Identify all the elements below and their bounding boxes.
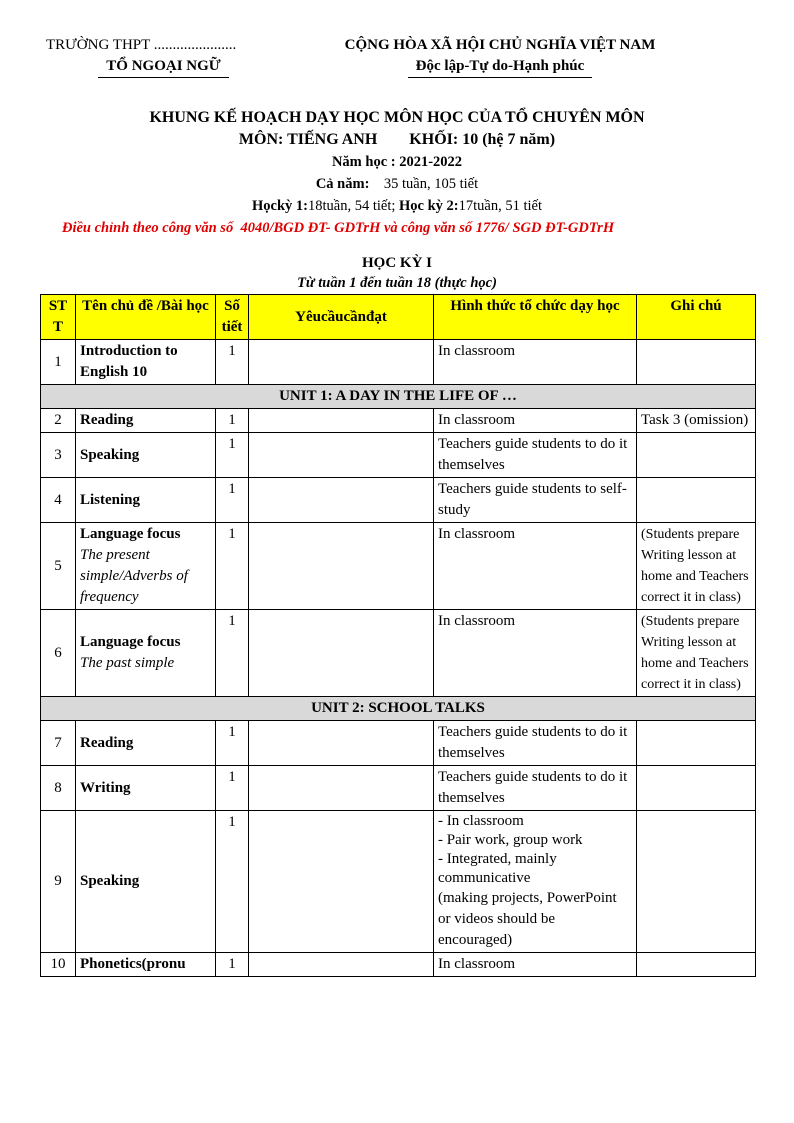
row-periods: 1 xyxy=(216,433,249,478)
table-row xyxy=(41,953,756,977)
unit-row xyxy=(41,697,756,721)
row-requirements xyxy=(249,953,434,977)
row-note xyxy=(637,953,756,977)
country-name: CỘNG HÒA XÃ HỘI CHỦ NGHĨA VIỆT NAM xyxy=(344,37,656,53)
document-titles xyxy=(0,106,794,293)
table-row xyxy=(41,478,756,523)
semester-summary: Họckỳ 1:18tuần, 54 tiết; Học kỳ 2:17tuần, 51 tiết xyxy=(252,198,542,214)
row-requirements xyxy=(249,340,434,385)
row-topic xyxy=(76,523,216,610)
row-form: Teachers guide students to do it themselves xyxy=(434,766,637,811)
row-note: (Students prepare Writing lesson at home and Teachers correct it in class) xyxy=(637,523,756,610)
row-stt: 8 xyxy=(41,766,76,811)
row-topic: Writing xyxy=(76,766,216,811)
row-topic: Introduction to English 10 xyxy=(76,340,216,385)
row-stt: 7 xyxy=(41,721,76,766)
header-topic: Tên chủ đề /Bài học xyxy=(76,295,216,340)
row-form: Teachers guide students to do it themselves xyxy=(434,721,637,766)
table-row xyxy=(41,433,756,478)
motto: Độc lập-Tự do-Hạnh phúc xyxy=(408,58,593,78)
row-note xyxy=(637,721,756,766)
row-note: Task 3 (omission) xyxy=(637,409,756,433)
row-requirements xyxy=(249,721,434,766)
row-periods: 1 xyxy=(216,766,249,811)
table-row xyxy=(41,409,756,433)
form-line: - Pair work, group work xyxy=(438,832,583,848)
row-periods: 1 xyxy=(216,610,249,697)
table-row xyxy=(41,721,756,766)
header-periods: Số tiết xyxy=(216,295,249,340)
row-note xyxy=(637,340,756,385)
header-note: Ghi chú xyxy=(637,295,756,340)
national-header xyxy=(300,37,700,78)
header-form: Hình thức tổ chức dạy học xyxy=(434,295,637,340)
row-requirements xyxy=(249,409,434,433)
row-form: Teachers guide students to self-study xyxy=(434,478,637,523)
topic-subtitle: The past simple xyxy=(80,655,175,671)
year-summary: Cả năm: 35 tuần, 105 tiết xyxy=(315,176,479,192)
row-periods: 1 xyxy=(216,340,249,385)
row-requirements xyxy=(249,610,434,697)
table-row xyxy=(41,811,756,953)
row-form: Teachers guide students to do it themselves xyxy=(434,433,637,478)
row-stt: 10 xyxy=(41,953,76,977)
row-stt: 2 xyxy=(41,409,76,433)
row-form: In classroom xyxy=(434,409,637,433)
semester-title: HỌC KỲ I xyxy=(361,255,432,271)
row-note: (Students prepare Writing lesson at home and Teachers correct it in class) xyxy=(637,610,756,697)
row-note xyxy=(637,811,756,953)
table-row xyxy=(41,340,756,385)
row-periods: 1 xyxy=(216,409,249,433)
row-topic: Speaking xyxy=(76,811,216,953)
row-topic: Reading xyxy=(76,409,216,433)
row-periods: 1 xyxy=(216,953,249,977)
main-title: KHUNG KẾ HOẠCH DẠY HỌC MÔN HỌC CỦA TỔ CHUYÊN MÔN xyxy=(149,109,645,126)
subject-line: MÔN: TIẾNG ANH KHỐI: 10 (hệ 7 năm) xyxy=(238,131,556,148)
form-line: - In classroom xyxy=(438,813,524,829)
form-line: - Integrated, mainly communicative xyxy=(438,851,557,886)
row-stt: 4 xyxy=(41,478,76,523)
header-stt: ST T xyxy=(41,295,76,340)
row-requirements xyxy=(249,433,434,478)
row-note xyxy=(637,433,756,478)
topic-title: Language focus xyxy=(80,526,181,542)
row-note xyxy=(637,766,756,811)
row-topic: Reading xyxy=(76,721,216,766)
row-topic: Phonetics(pronu xyxy=(76,953,216,977)
row-requirements xyxy=(249,478,434,523)
row-requirements xyxy=(249,523,434,610)
table-header-row xyxy=(41,295,756,340)
row-periods: 1 xyxy=(216,811,249,953)
row-periods: 1 xyxy=(216,523,249,610)
school-name: TRƯỜNG THPT ...................... xyxy=(46,37,237,53)
school-year: Năm học : 2021-2022 xyxy=(331,154,463,170)
row-periods: 1 xyxy=(216,478,249,523)
row-form: In classroom xyxy=(434,610,637,697)
row-requirements xyxy=(249,766,434,811)
unit-title: UNIT 2: SCHOOL TALKS xyxy=(41,697,756,721)
row-stt: 3 xyxy=(41,433,76,478)
row-stt: 6 xyxy=(41,610,76,697)
row-form: In classroom xyxy=(434,340,637,385)
row-topic: Speaking xyxy=(76,433,216,478)
topic-title: Language focus xyxy=(80,634,181,650)
row-form: In classroom xyxy=(434,523,637,610)
header-requirements: Yêucầucầnđạt xyxy=(249,295,434,340)
form-line: (making projects, PowerPoint or videos should be encouraged) xyxy=(438,890,617,948)
row-periods: 1 xyxy=(216,721,249,766)
row-requirements xyxy=(249,811,434,953)
row-note xyxy=(637,478,756,523)
topic-subtitle: The present simple/Adverbs of frequency xyxy=(80,547,188,605)
row-topic xyxy=(76,610,216,697)
weeks-range: Từ tuần 1 đến tuần 18 (thực học) xyxy=(297,275,497,291)
department-name: TỔ NGOẠI NGỮ xyxy=(98,58,228,78)
unit-row xyxy=(41,385,756,409)
row-topic: Listening xyxy=(76,478,216,523)
unit-title: UNIT 1: A DAY IN THE LIFE OF … xyxy=(41,385,756,409)
row-form xyxy=(434,811,637,953)
row-stt: 5 xyxy=(41,523,76,610)
lesson-plan-table xyxy=(40,294,756,977)
table-row xyxy=(41,766,756,811)
row-stt: 9 xyxy=(41,811,76,953)
adjustment-note: Điều chỉnh theo công văn số 4040/BGD ĐT- GDTrH và công văn số 1776/ SGD ĐT-GDTrH xyxy=(62,220,615,236)
school-header xyxy=(46,37,281,78)
row-stt: 1 xyxy=(41,340,76,385)
row-form: In classroom xyxy=(434,953,637,977)
table-row xyxy=(41,523,756,610)
table-row xyxy=(41,610,756,697)
